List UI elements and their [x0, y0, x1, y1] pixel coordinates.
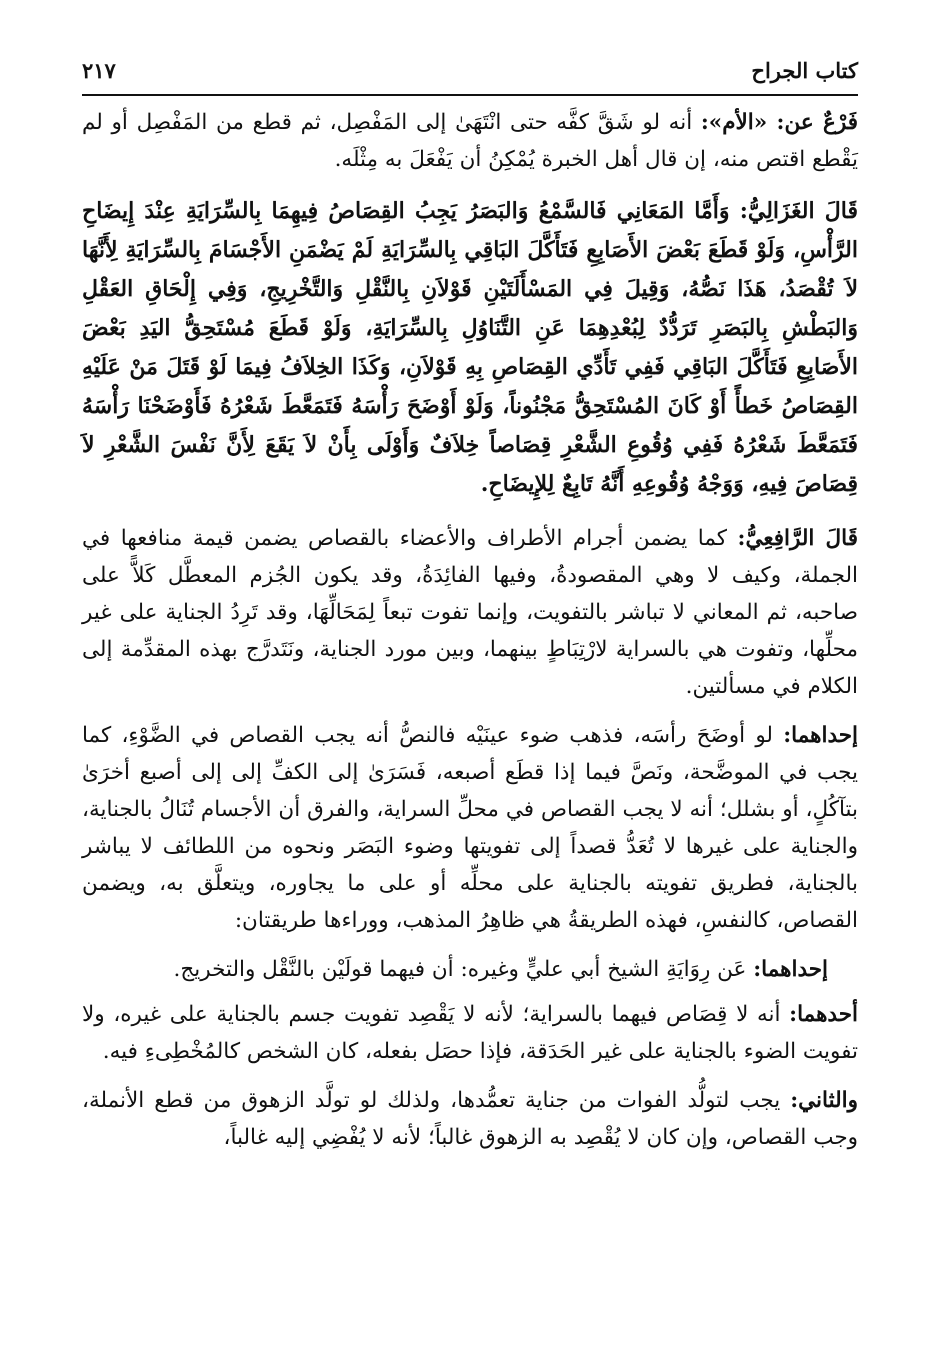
paragraph-text: أنه لو شَقَّ كفَّه حتى انْتَهَىٰ إلى المَفْصِل، ثم قطع من المَفْصِل أو لم يَقْطع اقتص منه، إن قال أهل الخبرة يُمْكِنُ أن يَفْعَلَ به مِثْلَه. — [82, 110, 858, 172]
paragraph-lead: قَالَ الغَزَالِيُّ: — [739, 198, 858, 224]
paragraph-first-method — [82, 951, 858, 988]
chapter-title: كتاب الجراح — [751, 58, 858, 83]
paragraph-lead: إحداهما: — [753, 957, 828, 982]
paragraph-rafii — [82, 520, 858, 705]
body-text — [82, 104, 858, 1156]
paragraph-text: وَأَمَّا المَعَانِي فَالسَّمْعُ وَالبَصَرُ يَجِبُ القِصَاصُ فِيهِمَا بِالسِّرَايَةِ عِنْدَ إِيضَاحِ الرَّأْسِ، وَلَوْ قَطَعَ بَعْضَ الأَصَابِعِ فَتَأَكَّلَ البَاقِي بِالسِّرَايَةِ لَمْ يَضْمَنِ الأَجْسَامَ بِالسِّرَايَةِ لِأَنَّهَا لاَ تُقْصَدُ، هَذَا نَصُّهُ، وَقِيلَ فِي المَسْأَلَتَيْنِ قَوْلاَنِ بِالنَّقْلِ وَالتَّخْرِيجِ، وَفِي إِلْحَاقِ العَقْلِ وَالبَطْشِ بِالبَصَرِ تَرَدُّدٌ لِبُعْدِهِمَا عَنِ التَّنَاوُلِ بِالسِّرَايَةِ، وَلَوْ قَطَعَ مُسْتَحِقُّ اليَدِ بَعْضَ الأَصَابِعِ فَتَأَكَّلَ البَاقِي فَفِي تَأَدِّي القِصَاصِ بِهِ قَوْلاَنِ، وَكَذَا الخِلاَفُ فِيمَا لَوْ قَتَلَ مَنْ عَلَيْهِ القِصَاصُ خَطأً أَوْ كَانَ المُسْتَحِقُّ مَجْنُوناً، وَلَوْ أَوْضَحَ رَأْسَهُ فَتَمَعَّطَ شَعْرُهُ فَأَوْضَحْنَا رَأْسَهُ فَتَمَعَّطَ شَعْرُهُ فَفِي وُقُوعِ الشَّعْرِ قِصَاصاً خِلاَفٌ وَأَوْلَى بِأَنْ لاَ يَقَعَ لِأَنَّ نَفْسَ الشَّعْرِ لاَ قِصَاصَ فِيهِ، وَوَجْهُ وُقُوعِهِ أَنَّهُ تَابِعٌ لِلإِيضَاحِ. — [82, 198, 858, 497]
paragraph-text: أنه لا قِصَاص فيهما بالسراية؛ لأنه لا يَقْصِد تفويت جسم بالجناية على غيره، ولا تفويت الضوء بالجناية على غير الحَدَقة، فإذا حصَل بفعله، كان الشخص كالمُخْطِىءِ فيه. — [82, 1002, 858, 1064]
paragraph-text: لو أوضَحَ رأسَه، فذهب ضوء عينَيْه فالنصُّ أنه يجب القصاص في الضَّوْءِ، كما يجب في الموضَّحة، ونَصَّ فيما إذا قطَع أصبعه، فَسَرَىٰ إلى الكفِّ إلى إلى أصبع أخرَىٰ بتآكُلٍ، أو بشلل؛ أنه لا يجب القصاص في محلِّ السراية، والفرق أن الأجسام تُنَالُ بالجناية، والجناية على غيرها لا تُعَدُّ قصداً إلى تفويتها وضوء البَصَر ونحوه من اللطائف لا يباشر بالجناية، فطريق تفويته بالجناية على محلِّه أو على ما يجاوره، ويتعلَّق به، ويضمن القصاص، كالنفسِ، فهذه الطريقةُ هي ظاهِرُ المذهب، ووراءها طريقتان: — [82, 723, 858, 933]
paragraph-lead: أحدهما: — [789, 1002, 858, 1027]
paragraph-lead: والثاني: — [790, 1088, 858, 1113]
paragraph-second-opinion — [82, 1082, 858, 1156]
paragraph-ghazali — [82, 192, 858, 504]
running-header — [82, 52, 858, 94]
header-rule — [82, 94, 858, 96]
paragraph-text: كما يضمن أجرام الأطراف والأعضاء بالقصاص يضمن قيمة منافعها في الجملة، وكيف لا وهي المقصودةُ، وفيها الفائِدَةُ، وقد يكون الجُزم المعطَّل كَلاًّ على صاحبه، ثم المعاني لا تباشر بالتفويت، وإنما تفوت تبعاً لِمَحَالِّهَا، وقد تَرِدُ الجناية على غير محلِّها، وتفوت هي بالسراية لارْتِبَاطٍ بينهما، وبين مورد الجناية، ونَتَدرَّج بهذه المقدِّمة إلى الكلام في مسألتين. — [82, 526, 858, 699]
paragraph-text: عَن رِوَايَةِ الشيخ أبي عليٍّ وغيره: أن فيهما قولَيْن بالنَّقْل والتخريج. — [173, 957, 747, 982]
paragraph-fara — [82, 104, 858, 178]
paragraph-text: يجب لتولُّد الفوات من جناية تعمُّدها، ولذلك لو تولَّد الزهوق من قطع الأنملة، وجب القصاص، وإن كان لا يُقْصِد به الزهوق غالباً؛ لأنه لا يُفْضِي إليه غالباً، — [82, 1088, 858, 1150]
page-number: ٢١٧ — [82, 58, 116, 83]
paragraph-lead: قَالَ الرَّافِعِيُّ: — [737, 526, 858, 551]
paragraph-first-opinion — [82, 996, 858, 1070]
paragraph-lead: فَرْعٌ عن: «الأم»: — [700, 110, 858, 135]
paragraph-first-issue — [82, 717, 858, 939]
paragraph-lead: إحداهما: — [783, 723, 858, 748]
